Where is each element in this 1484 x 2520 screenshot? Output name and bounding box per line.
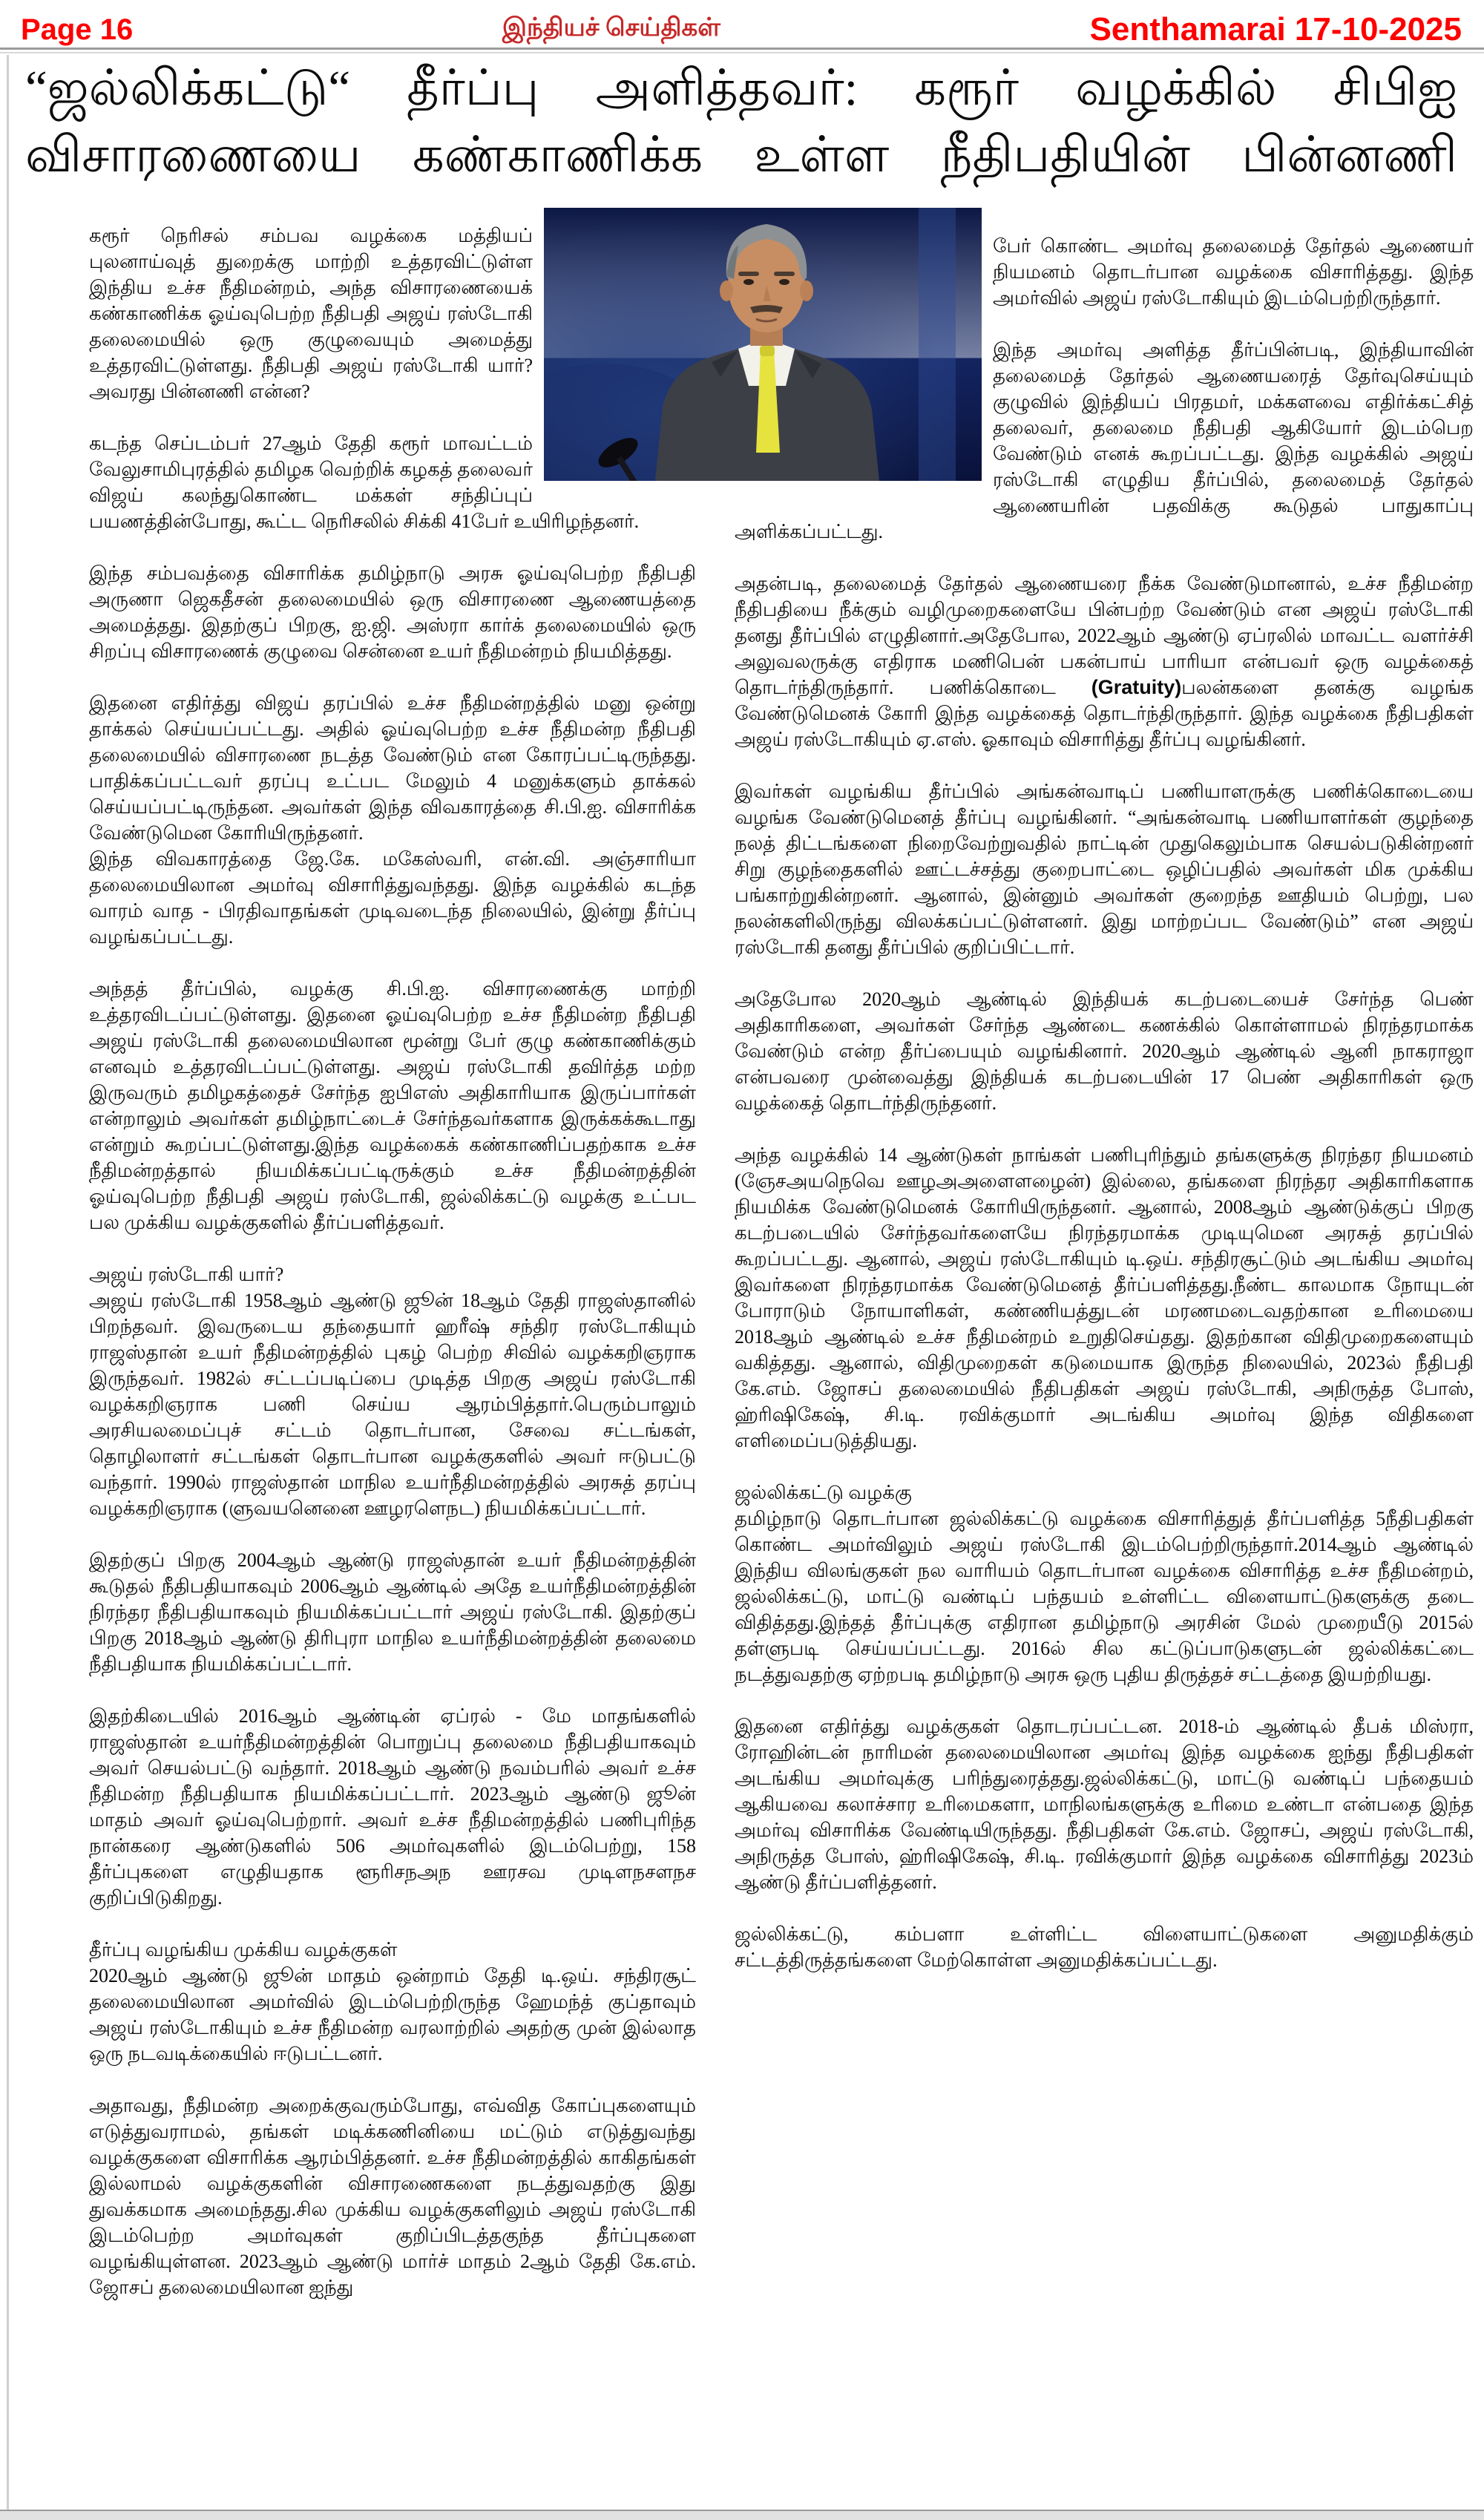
article-paragraph: இந்த அமர்வு அளித்த தீர்ப்பின்படி, இந்தியாவின் தலைமைத் தேர்தல் ஆணையரைத் தேர்வுசெய்யும் குழுவில் இந்தியப் பிரதமர், மக்களவை எதிர்க்கட்சித் தலைவர், தலைமை நீதிபதி ஆகியோர் இடம்பெற வேண்டும் எனக் கூறப்பட்டது. இந்த வழக்கில் அஜய் ரஸ்டோகி எழுதிய தீர்ப்பில், தலைமைத் தேர்தல் ஆணையரின் பதவிக்கு கூடுதல் பாதுகாப்பு அளிக்கப்பட்டது.	[735, 339, 1474, 542]
headline-line2: விசாரணையை கண்காணிக்க உள்ள நீதிபதியின் பின்னணி	[25, 128, 1457, 183]
article-paragraph: கரூர் நெரிசல் சம்பவ வழக்கை மத்தியப் புலனாய்வுத் துறைக்கு மாற்றி உத்தரவிட்டுள்ள இந்திய உச்ச நீதிமன்றம், அந்த விசாரணையைக் கண்காணிக்க ஓய்வுபெற்ற நீதிபதி அஜய் ரஸ்டோகி தலைமையில் ஒரு குழுவையும் அமைத்து உத்தரவிட்டுள்ளது. நீதிபதி அஜய் ரஸ்டோகி யார்? அவரது பின்னணி என்ன?	[89, 225, 533, 402]
article-paragraph: அதாவது, நீதிமன்ற அறைக்குவரும்போது, எவ்வித கோப்புகளையும் எடுத்துவராமல், தங்கள் மடிக்கணினியை மட்டும் எடுத்துவந்து வழக்குகளை விசாரிக்க ஆரம்பித்தனர். உச்ச நீதிமன்றத்தில் காகிதங்கள் இல்லாமல் வழக்குகளின் விசாரணைகளை நடத்துவதற்கு இது துவக்கமாக அமைந்தது.சில முக்கிய வழக்குகளிலும் அஜய் ரஸ்டோகி இடம்பெற்ற அமர்வுகள் குறிப்பிடத்தகுந்த தீர்ப்புகளை வழங்கியுள்ளன. 2023ஆம் ஆண்டு மார்ச் மாதம் 2ஆம் தேதி கே.எம். ஜோசப் தலைமையிலான ஐந்து	[89, 2095, 696, 2298]
masthead	[21, 12, 1462, 47]
article-column-right	[735, 223, 1474, 2511]
article-paragraph: அந்தத் தீர்ப்பில், வழக்கு சி.பி.ஐ. விசாரணைக்கு மாற்றி உத்தரவிடப்பட்டுள்ளது. இதனை ஓய்வுபெற்ற உச்ச நீதிமன்ற நீதிபதி அஜய் ரஸ்டோகி தலைமையிலான மூன்று பேர் குழு கண்காணிக்கும் எனவும் உத்தரவிடப்பட்டுள்ளது. அஜய் ரஸ்டோகி தவிர்த்த மற்ற இருவரும் தமிழகத்தைச் சேர்ந்த ஐபிஎஸ் அதிகாரியாக இருப்பார்கள் என்றாலும் அவர்கள் தமிழ்நாட்டைச் சேர்ந்தவர்களாக இருக்கக்கூடாது என்றும் கூறப்பட்டுள்ளது.இந்த வழக்கைக் கண்காணிப்பதற்காக உச்ச நீதிமன்றத்தால் நியமிக்கப்பட்டிருக்கும் உச்ச நீதிமன்றத்தின் ஓய்வுபெற்ற நீதிபதி அஜய் ரஸ்டோகி, ஜல்லிக்கட்டு வழக்கு உட்பட பல முக்கிய வழக்குகளில் தீர்ப்பளித்தவர்.	[89, 978, 696, 1233]
article-paragraph: பேர் கொண்ட அமர்வு தலைமைத் தேர்தல் ஆணையர் நியமனம் தொடர்பான வழக்கை விசாரித்தது. இந்த அமர்வில் அஜய் ரஸ்டோகியும் இடம்பெற்றிருந்தார்.	[993, 235, 1474, 309]
section-heading: ஜல்லிக்கட்டு வழக்கு	[735, 1482, 912, 1503]
photo-wrap-spacer-left-column	[533, 223, 696, 484]
headline	[25, 55, 1457, 188]
bottom-border	[0, 2510, 1484, 2520]
article-paragraph: இவர்கள் வழங்கிய தீர்ப்பில் அங்கன்வாடிப் பணியாளருக்கு பணிக்கொடையை வழங்க வேண்டுமெனத் தீர்ப்பு வழங்கினர். “அங்கன்வாடி பணியாளர்கள் குழந்தை நலத் திட்டங்களை நிறைவேற்றுவதில் நாட்டின் முதுகெலும்பாக செயல்படுகின்றனர் சிறு குழந்தைகளில் ஊட்டச்சத்து குறைபாட்டை ஒழிப்பதில் அவர்கள் மிக முக்கிய பங்காற்றுகின்றனர். ஆனால், இன்னும் அவர்கள் குறைந்த ஊதியம் பெற்று, பல நலன்களிலிருந்து விலக்கப்பட்டுள்ளனர். இது மாற்றப்பட வேண்டும்” என அஜய் ரஸ்டோகி தனது தீர்ப்பில் குறிப்பிட்டார்.	[735, 781, 1474, 958]
page-number: Page 16	[21, 13, 134, 46]
article-paragraph: அந்த வழக்கில் 14 ஆண்டுகள் நாங்கள் பணிபுரிந்தும் தங்களுக்கு நிரந்தர நியமனம் (ஞேசஅயநெவெ ஊழஅஅளைளழைன்) இல்லை, தங்களை நிரந்தர அதிகாரிகளாக நியமிக்க வேண்டுமெனக் கோரியிருந்தனர். ஆனால், 2008ஆம் ஆண்டுக்குப் பிறகு கடற்படையில் சேர்ந்தவர்களையே நிரந்தரமாக்க முடியுமென அரசுத் தரப்பில் கூறப்பட்டது. ஆனால், அஜய் ரஸ்டோகியும் டி.ஒய். சந்திரசூட்டும் அடங்கிய அமர்வு இவர்களை நிரந்தரமாக்க வேண்டுமெனத் தீர்ப்பளித்தது.நீண்ட காலமாக நோயுடன் போராடும் நோயாளிகள், கண்ணியத்துடன் மரணமடைவதற்கான உரிமையை 2018ஆம் ஆண்டில் உச்ச நீதிமன்றம் உறுதிசெய்தது. இதற்கான விதிமுறைகளையும் வகித்தது. ஆனால், விதிமுறைகள் கடுமையாக இருந்த நிலையில், 2023ல் நீதிபதி கே.எம். ஜோசப் தலைமையில் நீதிபதிகள் அஜய் ரஸ்டோகி, அநிருத்த போஸ், ஹ்ரிஷிகேஷ், சி.டி. ரவிக்குமார் அடங்கிய அமர்வு இந்த விதிகளை எளிமைப்படுத்தியது.	[735, 1144, 1474, 1451]
masthead-divider-shadow	[0, 52, 1484, 53]
article-paragraph: தமிழ்நாடு தொடர்பான ஜல்லிக்கட்டு வழக்கை விசாரித்துத் தீர்ப்பளித்த 5நீதிபதிகள் கொண்ட அமர்விலும் அஜய் ரஸ்டோகி இடம்பெற்றிருந்தார்.2014ஆம் ஆண்டில் இந்திய விலங்குகள் நல வாரியம் தொடர்பான வழக்கை விசாரித்த உச்ச நீதிமன்றம், ஜல்லிக்கட்டு, மாட்டு வண்டிப் பந்தயம் உள்ளிட்ட விளையாட்டுகளுக்கு தடை விதித்தது.இந்தத் தீர்ப்புக்கு எதிரான தமிழ்நாடு அரசின் மேல் முறையீடு 2015ல் தள்ளுபடி செய்யப்பட்டது. 2016ல் சில கட்டுப்பாடுகளுடன் ஜல்லிக்கட்டை நடத்துவதற்கு ஏற்றபடி தமிழ்நாடு அரசு ஒரு புதிய திருத்தச் சட்டத்தை இயற்றியது.	[735, 1508, 1474, 1685]
article-paragraph: ஜல்லிக்கட்டு, கம்பளா உள்ளிட்ட விளையாட்டுகளை அனுமதிக்கும் சட்டத்திருத்தங்களை மேற்கொள்ள அனுமதிக்கப்பட்டது.	[735, 1923, 1474, 1971]
article-paragraph: இதற்குப் பிறகு 2004ஆம் ஆண்டு ராஜஸ்தான் உயர் நீதிமன்றத்தின் கூடுதல் நீதிபதியாகவும் 2006ஆம் ஆண்டில் அதே உயர்நீதிமன்றத்தின் நிரந்தர நீதிபதியாகவும் நியமிக்கப்பட்டார் அஜய் ரஸ்டோகி. இதற்குப் பிறகு 2018ஆம் ஆண்டு திரிபுரா மாநில உயர்நீதிமன்றத்தின் தலைமை நீதிபதியாக நியமிக்கப்பட்டார்.	[89, 1549, 696, 1675]
article-paragraph: அதேபோல 2020ஆம் ஆண்டில் இந்தியக் கடற்படையைச் சேர்ந்த பெண் அதிகாரிகளை, அவர்கள் சேர்ந்த ஆண்டை கணக்கில் கொள்ளாமல் நிரந்தரமாக்க வேண்டும் என்ற தீர்ப்பையும் வழங்கினார். 2020ஆம் ஆண்டில் ஆனி நாகராஜா என்பவரை முன்வைத்து இந்தியக் கடற்படையின் 17 பெண் அதிகாரிகள் ஒரு வழக்கைத் தொடர்ந்திருந்தனர்.	[735, 988, 1474, 1114]
article-paragraph: அதன்படி, தலைமைத் தேர்தல் ஆணையரை நீக்க வேண்டுமானால், உச்ச நீதிமன்ற நீதிபதியை நீக்கும் வழிமுறைகளையே பின்பற்ற வேண்டும் என அஜய் ரஸ்டோகி தனது தீர்ப்பில் எழுதினார்.அதேபோல, 2022ஆம் ஆண்டு ஏப்ரலில் மாவட்ட வளர்ச்சி அலுவலருக்கு எதிராக மணிபென் பகன்பாய் பாரியா என்பவர் ஒரு வழக்கைத் தொடர்ந்திருந்தார். பணிக்கொடை (Gratuity)பலன்களை தனக்கு வழங்க வேண்டுமெனக் கோரி இந்த வழக்கைத் தொடர்ந்திருந்தார். இந்த வழக்கை நீதிபதிகள் அஜய் ரஸ்டோகியும் ஏ.எஸ். ஓகாவும் விசாரித்து தீர்ப்பு வழங்கினர்.	[735, 573, 1474, 750]
article-paragraph: இதனை எதிர்த்து விஜய் தரப்பில் உச்ச நீதிமன்றத்தில் மனு ஒன்று தாக்கல் செய்யப்பட்டது. அதில் ஓய்வுபெற்ற உச்ச நீதிமன்ற நீதிபதி தலைமையில் விசாரணை நடத்த வேண்டும் என கோரப்பட்டிருந்தது. பாதிக்கப்பட்டவர் தரப்பு உட்பட மேலும் 4 மனுக்களும் தாக்கல் செய்யப்பட்டிருந்தன. அவர்கள் இந்த விவகாரத்தை சி.பி.ஐ. விசாரிக்க வேண்டுமென கோரியிருந்தனர்.	[89, 692, 696, 844]
masthead-divider-line	[0, 47, 1484, 50]
article-paragraph: கடந்த செப்டம்பர் 27ஆம் தேதி கரூர் மாவட்டம் வேலுசாமிபுரத்தில் தமிழக வெற்றிக் கழகத் தலைவர் விஜய் கலந்துகொண்ட மக்கள் சந்திப்புப் பயணத்தின்போது, கூட்ட நெரிசலில் சிக்கி 41பேர் உயிரிழந்தனர்.	[89, 433, 640, 532]
section-title: இந்தியச் செய்திகள்	[502, 14, 720, 42]
article-paragraph: இந்த விவகாரத்தை ஜே.கே. மகேஸ்வரி, என்.வி. அஞ்சாரியா தலைமையிலான அமர்வு விசாரித்துவந்தது. இந்த வழக்கில் கடந்த வாரம் வாத - பிரதிவாதங்கள் முடிவடைந்த நிலையில், இன்று தீர்ப்பு வழங்கப்பட்டது.	[89, 848, 696, 948]
section-heading: தீர்ப்பு வழங்கிய முக்கிய வழக்குகள்	[89, 1939, 398, 1960]
article-paragraph: இந்த சம்பவத்தை விசாரிக்க தமிழ்நாடு அரசு ஓய்வுபெற்ற நீதிபதி அருணா ஜெகதீசன் தலைமையில் ஒரு விசாரணை ஆணையத்தை அமைத்தது. இதற்குப் பிறகு, ஐ.ஜி. அஸ்ரா கார்க் தலைமையில் ஒரு சிறப்பு விசாரணைக் குழுவை சென்னை உயர் நீதிமன்றம் நியமித்தது.	[89, 562, 696, 662]
article-paragraph: இதற்கிடையில் 2016ஆம் ஆண்டின் ஏப்ரல் - மே மாதங்களில் ராஜஸ்தான் உயர்நீதிமன்றத்தின் பொறுப்பு தலைமை நீதிபதியாகவும் அவர் செயல்பட்டு வந்தார். 2018ஆம் ஆண்டு நவம்பரில் அவர் உச்ச நீதிமன்ற நீதிபதியாக நியமிக்கப்பட்டார். 2023ஆம் ஆண்டு ஜூன் மாதம் அவர் ஓய்வுபெற்றார். அவர் உச்ச நீதிமன்றத்தில் பணிபுரிந்த நான்கரை ஆண்டுகளில் 506 அமர்வுகளில் இடம்பெற்று, 158 தீர்ப்புகளை எழுதியதாக ளூரிசநஅந ஊரசவ முடிளநசளநச குறிப்பிடுகிறது.	[89, 1705, 696, 1909]
headline-line1: “ஜல்லிக்கட்டு“ தீர்ப்பு அளித்தவர்: கரூர் வழக்கில் சிபிஐ	[25, 61, 1457, 116]
photo-wrap-spacer-right-column	[735, 223, 993, 494]
article-paragraph: இதனை எதிர்த்து வழக்குகள் தொடரப்பட்டன. 2018-ம் ஆண்டில் தீபக் மிஸ்ரா, ரோஹின்டன் நாரிமன் தலைமையிலான அமர்வு இந்த வழக்கை ஐந்து நீதிபதிகள் அடங்கிய அமர்வுக்கு பரிந்துரைத்தது.ஜல்லிக்கட்டு, மாட்டு வண்டிப் பந்தையம் ஆகியவை கலாச்சார உரிமைகளா, மாநிலங்களுக்கு உரிமை உண்டா என்பதை இந்த அமர்வு விசாரிக்க வேண்டியிருந்தது. நீதிபதிகள் கே.எம். ஜோசப், அஜய் ரஸ்டோகி, அநிருத்த போஸ், ஹ்ரிஷிகேஷ், சி.டி. ரவிக்குமார் இந்த வழக்கை விசாரித்து 2023ம் ஆண்டு தீர்ப்பளித்தனர்.	[735, 1716, 1474, 1893]
article-paragraph: அஜய் ரஸ்டோகி 1958ஆம் ஆண்டு ஜூன் 18ஆம் தேதி ராஜஸ்தானில் பிறந்தவர். இவருடைய தந்தையார் ஹரீஷ் சந்திர ரஸ்டோகியும் ராஜஸ்தான் உயர் நீதிமன்றத்தில் புகழ் பெற்ற சிவில் வழக்கறிஞராக இருந்தவர். 1982ல் சட்டப்படிப்பை முடித்த பிறகு அஜய் ரஸ்டோகி வழக்கறிஞராக பணி செய்ய ஆரம்பித்தார்.பெரும்பாலும் அரசியலமைப்புச் சட்டம் தொடர்பான, சேவை சட்டங்கள், தொழிலாளர் சட்டங்கள் தொடர்பான வழக்குகளில் அவர் ஈடுபட்டு வந்தார். 1990ல் ராஜஸ்தான் மாநில உயர்நீதிமன்றத்தில் அரசுத் தரப்பு வழக்கறிஞராக (ளுவயனெனை ஊழரளெநட) நியமிக்கப்பட்டார்.	[89, 1290, 696, 1519]
article-paragraph: 2020ஆம் ஆண்டு ஜூன் மாதம் ஒன்றாம் தேதி டி.ஒய். சந்திரசூட் தலைமையிலான அமர்வில் இடம்பெற்றிருந்த ஹேமந்த் குப்தாவும் அஜய் ரஸ்டோகியும் உச்ச நீதிமன்ற வரலாற்றில் அதற்கு முன் இல்லாத ஒரு நடவடிக்கையில் ஈடுபட்டனர்.	[89, 1965, 696, 2064]
page-edge-line	[7, 55, 9, 2511]
section-heading: அஜய் ரஸ்டோகி யார்?	[89, 1264, 284, 1285]
edition-date: Senthamarai 17-10-2025	[1089, 11, 1462, 47]
ear-left	[720, 280, 733, 301]
article-column-left	[89, 223, 696, 2511]
